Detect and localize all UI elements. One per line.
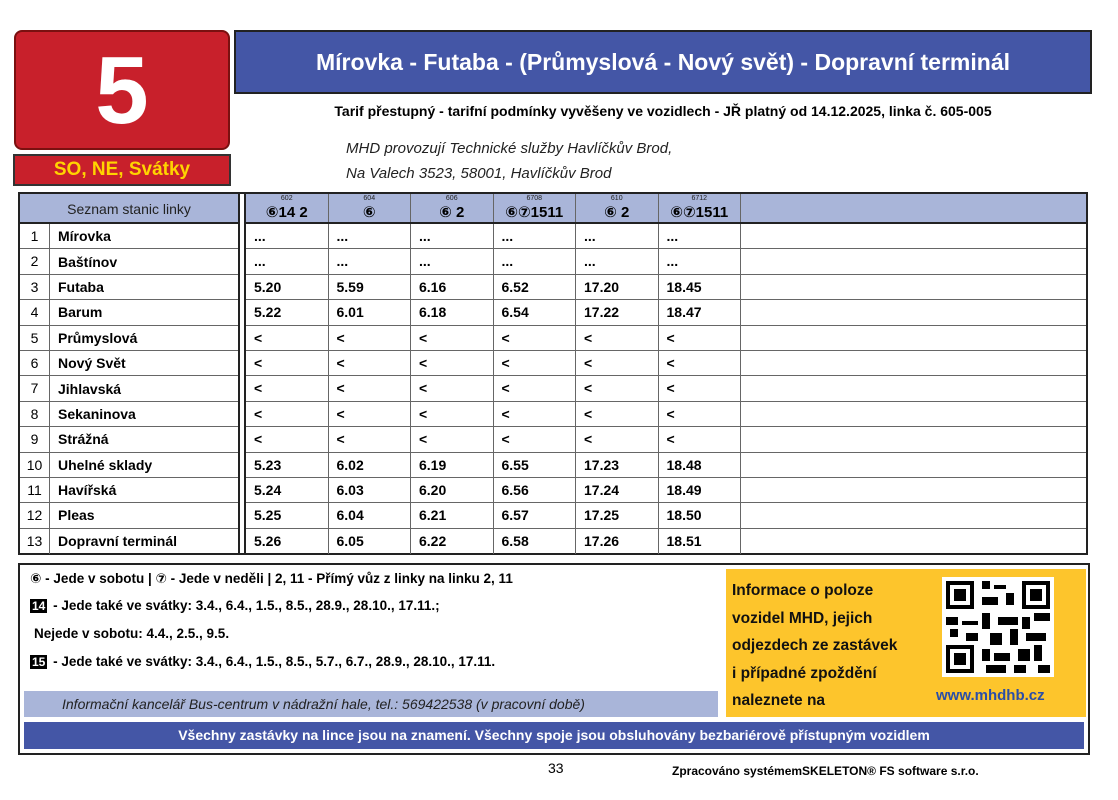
departure-time: 6.05 <box>329 529 412 554</box>
departure-time: 17.20 <box>576 275 659 299</box>
station-row <box>20 300 238 325</box>
station-name: Havířská <box>58 482 117 499</box>
station-number: 13 <box>20 529 50 554</box>
departure-time: ... <box>329 224 412 248</box>
operator-line-2: Na Valech 3523, 58001, Havlíčkův Brod <box>346 165 612 182</box>
station-row <box>20 427 238 452</box>
departure-time: 6.18 <box>411 300 494 324</box>
departure-time: < <box>246 351 329 375</box>
departure-time: < <box>246 326 329 350</box>
departure-time: < <box>494 427 577 451</box>
departure-time: < <box>659 427 742 451</box>
departure-time: < <box>494 351 577 375</box>
station-row <box>20 275 238 300</box>
badge-15-icon: 15 <box>32 655 46 669</box>
legend-line-3: Nejede v sobotu: 4.4., 2.5., 9.5. <box>34 626 230 641</box>
trip-flags: ⑥ 2 <box>604 204 630 221</box>
departure-time: 17.22 <box>576 300 659 324</box>
departure-row <box>246 275 1086 300</box>
departure-time: ... <box>659 224 742 248</box>
trip-number: 606 <box>445 195 458 202</box>
departure-time: 18.45 <box>659 275 742 299</box>
station-row <box>20 503 238 528</box>
qr-code-icon[interactable] <box>942 577 1054 677</box>
departure-row <box>246 453 1086 478</box>
departure-time: < <box>246 402 329 426</box>
station-number: 5 <box>20 326 50 350</box>
service-days-badge: SO, NE, Svátky <box>13 154 231 186</box>
station-number: 3 <box>20 275 50 299</box>
departure-time: 18.47 <box>659 300 742 324</box>
station-row <box>20 224 238 249</box>
trip-flags: ⑥ <box>362 204 376 221</box>
mhd-info-box <box>726 569 1086 717</box>
badge-14-icon: 14 <box>32 599 46 613</box>
departure-time: < <box>659 351 742 375</box>
departure-time: < <box>576 376 659 400</box>
departure-time: < <box>576 351 659 375</box>
station-row <box>20 402 238 427</box>
departure-row <box>246 503 1086 528</box>
departure-time: 18.51 <box>659 529 742 554</box>
departure-time: 6.02 <box>329 453 412 477</box>
departure-time: ... <box>246 249 329 273</box>
departure-time: < <box>659 402 742 426</box>
departure-time: < <box>329 376 412 400</box>
timetable <box>18 192 1088 555</box>
station-name: Jihlavská <box>58 380 122 397</box>
mhd-url-link[interactable]: www.mhdhb.cz <box>936 687 1045 704</box>
departure-time: 5.22 <box>246 300 329 324</box>
mhd-info-line-4: i případné zpoždění <box>732 664 877 682</box>
departure-time: 6.58 <box>494 529 577 554</box>
departure-grid <box>244 194 1086 553</box>
station-number: 8 <box>20 402 50 426</box>
departure-time: 6.04 <box>329 503 412 527</box>
departure-time: ... <box>411 249 494 273</box>
station-name: Mírovka <box>58 228 111 245</box>
departure-time: < <box>576 326 659 350</box>
departure-time: ... <box>246 224 329 248</box>
departure-time: 6.57 <box>494 503 577 527</box>
departure-time: ... <box>576 249 659 273</box>
station-list <box>20 194 240 553</box>
trip-header-6712 <box>659 194 742 222</box>
departure-time: 6.56 <box>494 478 577 502</box>
route-title: Mírovka - Futaba - (Průmyslová - Nový svět) - Dopravní terminál <box>234 30 1092 94</box>
departure-time: 18.49 <box>659 478 742 502</box>
trip-number: 602 <box>280 195 293 202</box>
departure-time: 6.03 <box>329 478 412 502</box>
departure-row <box>246 300 1086 325</box>
trip-header-602 <box>246 194 329 222</box>
tarif-info: Tarif přestupný - tarifní podmínky vyvěšeny ve vozidlech - JŘ platný od 14.12.2025, linka č. 605-005 <box>334 103 992 119</box>
station-name: Pleas <box>58 507 95 524</box>
departure-time: < <box>329 427 412 451</box>
station-number: 4 <box>20 300 50 324</box>
departure-time: 17.23 <box>576 453 659 477</box>
trip-number: 6708 <box>526 195 543 202</box>
legend-panel <box>18 563 1090 755</box>
departure-time: ... <box>576 224 659 248</box>
departure-time: ... <box>411 224 494 248</box>
departure-time: 5.25 <box>246 503 329 527</box>
station-number: 1 <box>20 224 50 248</box>
departure-row <box>246 402 1086 427</box>
legend-line-1: ⑥ - Jede v sobotu | ⑦ - Jede v neděli | 2, 11 - Přímý vůz z linky na linku 2, 11 <box>30 571 513 586</box>
departure-time: ... <box>494 249 577 273</box>
departure-time: ... <box>659 249 742 273</box>
departure-time: < <box>329 326 412 350</box>
departure-time: 17.26 <box>576 529 659 554</box>
trip-header-604 <box>329 194 412 222</box>
departure-row <box>246 376 1086 401</box>
accessibility-note-bar: Všechny zastávky na lince jsou na znamení. Všechny spoje jsou obsluhovány bezbariérově přístupným vozidlem <box>24 722 1084 749</box>
trip-number: 604 <box>363 195 376 202</box>
departure-time: < <box>329 402 412 426</box>
line-number-badge: 5 <box>14 30 230 150</box>
station-number: 6 <box>20 351 50 375</box>
departure-time: < <box>494 402 577 426</box>
station-number: 10 <box>20 453 50 477</box>
trip-header-606 <box>411 194 494 222</box>
stations-header: Seznam stanic linky <box>20 194 238 224</box>
departure-time: 18.48 <box>659 453 742 477</box>
departure-time: 5.24 <box>246 478 329 502</box>
station-row <box>20 249 238 274</box>
departure-time: 18.50 <box>659 503 742 527</box>
departure-time: < <box>246 427 329 451</box>
departure-time: 17.25 <box>576 503 659 527</box>
departure-time: < <box>411 326 494 350</box>
operator-line-1: MHD provozují Technické služby Havlíčkův Brod, <box>346 140 673 157</box>
mhd-info-line-2: vozidel MHD, jejich <box>732 609 873 627</box>
departure-time: 6.55 <box>494 453 577 477</box>
station-name: Barum <box>58 304 103 321</box>
station-row <box>20 453 238 478</box>
station-number: 2 <box>20 249 50 273</box>
legend-line-2 <box>30 598 440 613</box>
departure-time: 5.23 <box>246 453 329 477</box>
trip-flags: ⑥ 2 <box>439 204 465 221</box>
departure-time: 6.01 <box>329 300 412 324</box>
departure-row <box>246 427 1086 452</box>
station-name: Uhelné sklady <box>58 456 153 473</box>
departure-row <box>246 351 1086 376</box>
trip-flags: ⑥14 2 <box>265 204 308 221</box>
departure-row <box>246 249 1086 274</box>
departure-time: < <box>411 351 494 375</box>
departure-row <box>246 478 1086 503</box>
departure-row <box>246 224 1086 249</box>
departure-time: 6.16 <box>411 275 494 299</box>
departure-time: ... <box>329 249 412 273</box>
trip-number: 610 <box>610 195 623 202</box>
station-name: Baštínov <box>58 253 118 270</box>
departure-time: 6.20 <box>411 478 494 502</box>
departure-time: 6.52 <box>494 275 577 299</box>
trip-flags: ⑥⑦1511 <box>670 204 729 221</box>
departure-time: < <box>411 376 494 400</box>
departure-row <box>246 326 1086 351</box>
trip-header-610 <box>576 194 659 222</box>
station-name: Sekaninova <box>58 405 136 422</box>
departure-time: < <box>494 376 577 400</box>
departure-time: ... <box>494 224 577 248</box>
departure-time: 6.54 <box>494 300 577 324</box>
station-row <box>20 478 238 503</box>
station-row <box>20 529 238 554</box>
station-number: 11 <box>20 478 50 502</box>
departure-time: < <box>659 326 742 350</box>
departure-time: < <box>411 427 494 451</box>
departure-time: 6.22 <box>411 529 494 554</box>
station-number: 12 <box>20 503 50 527</box>
departure-time: 6.19 <box>411 453 494 477</box>
departure-time: < <box>411 402 494 426</box>
station-name: Nový Svět <box>58 355 126 372</box>
trip-flags: ⑥⑦1511 <box>505 204 564 221</box>
mhd-info-line-3: odjezdech ze zastávek <box>732 637 898 654</box>
departure-row <box>246 529 1086 554</box>
office-info-bar: Informační kancelář Bus-centrum v nádražní hale, tel.: 569422538 (v pracovní době) <box>24 691 718 717</box>
station-row <box>20 351 238 376</box>
departure-time: < <box>494 326 577 350</box>
station-number: 9 <box>20 427 50 451</box>
departure-time: < <box>576 427 659 451</box>
departure-time: 5.59 <box>329 275 412 299</box>
departure-time: < <box>576 402 659 426</box>
operator-info <box>346 136 672 186</box>
mhd-info-line-5: naleznete na <box>732 692 826 709</box>
station-name: Průmyslová <box>58 329 138 346</box>
station-name: Dopravní terminál <box>58 533 178 550</box>
departure-time: 6.21 <box>411 503 494 527</box>
legend-line-4-text: - Jede také ve svátky: 3.4., 6.4., 1.5., 8.5., 5.7., 6.7., 28.9., 28.10., 17.11. <box>49 654 496 669</box>
mhd-info-line-1: Informace o poloze <box>732 582 874 599</box>
departure-time: < <box>329 351 412 375</box>
station-row <box>20 326 238 351</box>
page-number: 33 <box>548 760 564 776</box>
departure-time: 17.24 <box>576 478 659 502</box>
station-name: Futaba <box>58 278 104 295</box>
station-number: 7 <box>20 376 50 400</box>
trip-header-6708 <box>494 194 577 222</box>
departure-time: 5.20 <box>246 275 329 299</box>
station-name: Strážná <box>58 431 109 448</box>
legend-line-4 <box>30 654 495 669</box>
trip-header-row <box>246 194 1086 224</box>
mhd-info-text <box>732 577 897 715</box>
departure-time: < <box>246 376 329 400</box>
departure-time: < <box>659 376 742 400</box>
departure-time: 5.26 <box>246 529 329 554</box>
trip-number: 6712 <box>691 195 708 202</box>
station-row <box>20 376 238 401</box>
legend-line-2-text: - Jede také ve svátky: 3.4., 6.4., 1.5., 8.5., 28.9., 28.10., 17.11.; <box>49 598 440 613</box>
software-credit: Zpracováno systémemSKELETON® FS software s.r.o. <box>672 764 979 778</box>
